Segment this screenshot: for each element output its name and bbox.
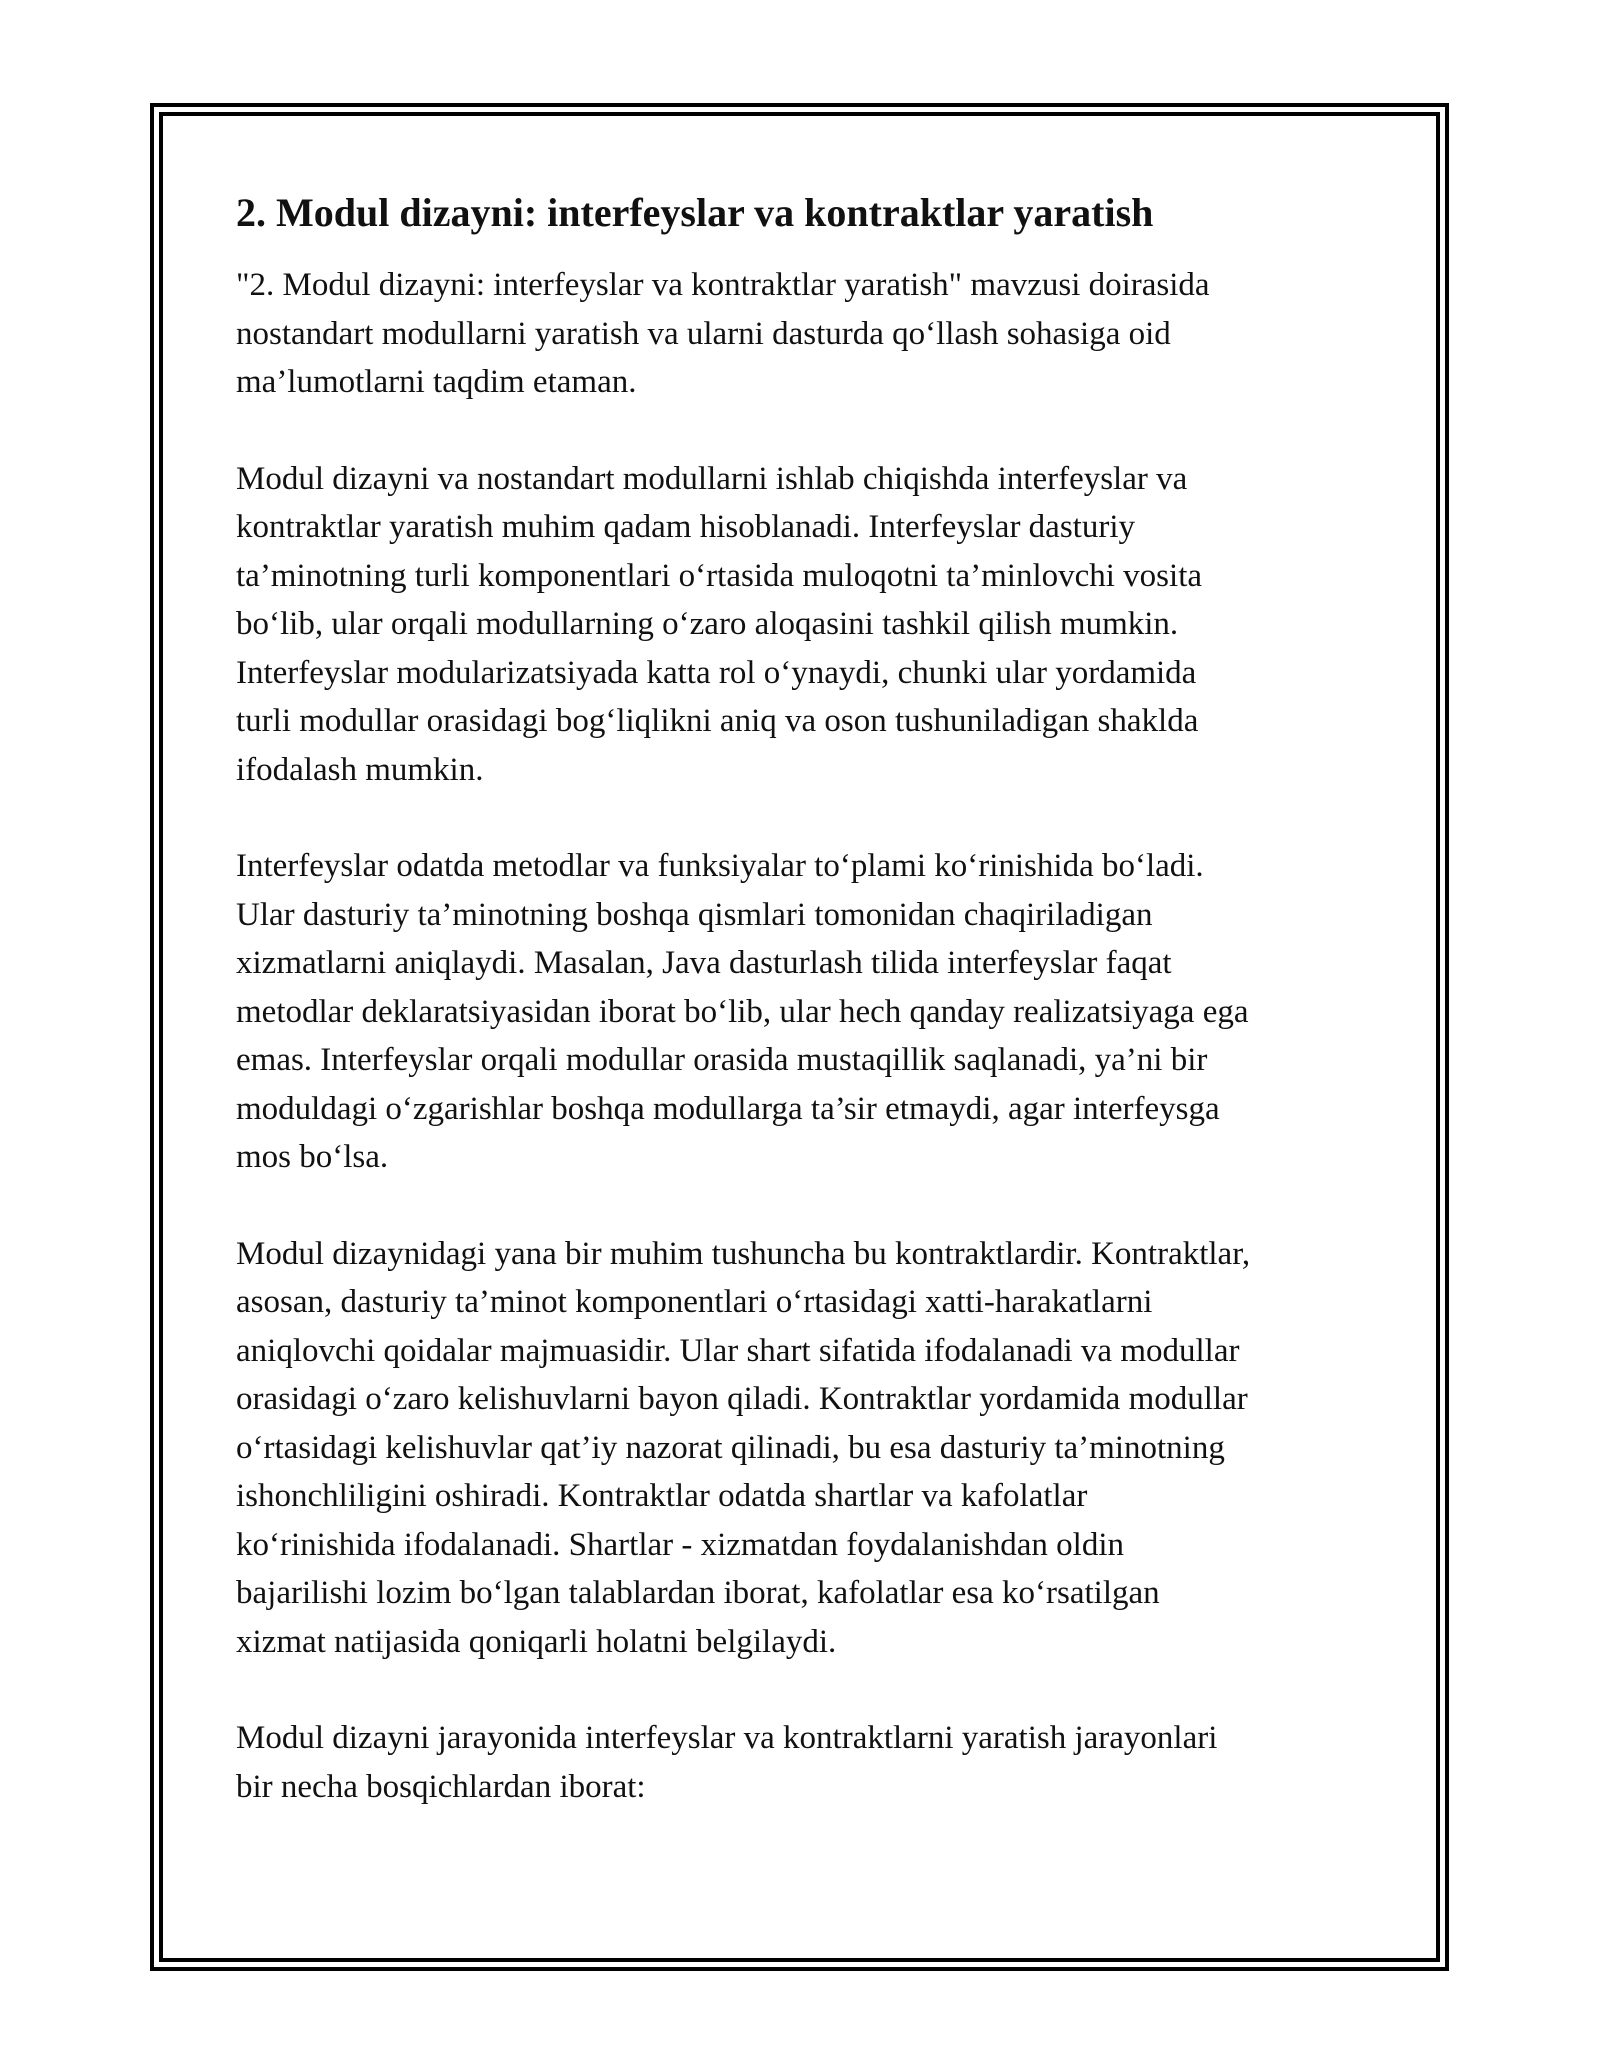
paragraph-line: Modul dizaynidagi yana bir muhim tushuncha bu kontraktlardir. Kontraktlar, (236, 1235, 1251, 1272)
paragraph-line: ko‘rinishida ifodalanadi. Shartlar - xizmatdan foydalanishdan oldin (236, 1526, 1125, 1563)
paragraph-interfaces-role (236, 455, 1386, 795)
paragraph-line: Interfeyslar odatda metodlar va funksiyalar to‘plami ko‘rinishida bo‘ladi. (236, 848, 1204, 884)
paragraph-line: kontraktlar yaratish muhim qadam hisoblanadi. Interfeyslar dasturiy (236, 509, 1135, 545)
paragraph-line: Modul dizayni va nostandart modullarni ishlab chiqishda interfeyslar va (236, 460, 1188, 497)
paragraph-line: Ular dasturiy ta’minotning boshqa qismlari tomonidan chaqiriladigan (236, 896, 1153, 933)
page-heading: 2. Modul dizayni: interfeyslar va kontraktlar yaratish (236, 190, 1154, 235)
paragraph-line: turli modullar orasidagi bog‘liqlikni aniq va oson tushuniladigan shaklda (236, 703, 1199, 739)
paragraph-line: metodlar deklaratsiyasidan iborat bo‘lib, ular hech qanday realizatsiyaga ega (236, 993, 1249, 1030)
paragraph-line: ifodalash mumkin. (236, 751, 484, 788)
paragraph-line: bajarilishi lozim bo‘lgan talablardan iborat, kafolatlar esa ko‘rsatilgan (236, 1575, 1160, 1611)
paragraph-line: ma’lumotlarni taqdim etaman. (236, 364, 637, 400)
paragraph-line: nostandart modullarni yaratish va ularni dasturda qo‘llash sohasiga oid (236, 315, 1171, 352)
paragraph-line: bir necha bosqichlardan iborat: (236, 1768, 646, 1805)
paragraph-line: xizmat natijasida qoniqarli holatni belgilaydi. (236, 1623, 837, 1660)
paragraph-contracts (236, 1230, 1386, 1667)
page-content (236, 185, 1386, 1859)
paragraph-intro (236, 261, 1386, 407)
paragraph-line: orasidagi o‘zaro kelishuvlarni bayon qiladi. Kontraktlar yordamida modullar (236, 1381, 1248, 1417)
paragraph-line: xizmatlarni aniqlaydi. Masalan, Java dasturlash tilida interfeyslar faqat (236, 945, 1172, 981)
paragraph-line: ishonchliligini oshiradi. Kontraktlar odatda shartlar va kafolatlar (236, 1478, 1088, 1514)
paragraph-line: aniqlovchi qoidalar majmuasidir. Ular shart sifatida ifodalanadi va modullar (236, 1332, 1240, 1369)
paragraph-line: emas. Interfeyslar orqali modullar orasida mustaqillik saqlanadi, ya’ni bir (236, 1042, 1208, 1078)
paragraph-line: ta’minotning turli komponentlari o‘rtasida muloqotni ta’minlovchi vosita (236, 557, 1203, 594)
paragraph-line: moduldagi o‘zgarishlar boshqa modullarga ta’sir etmaydi, agar interfeysga (236, 1090, 1220, 1127)
paragraph-line: Modul dizayni jarayonida interfeyslar va kontraktlarni yaratish jarayonlari (236, 1720, 1218, 1756)
paragraph-interfaces-methods (236, 842, 1386, 1182)
paragraph-stages-intro (236, 1714, 1386, 1811)
paragraph-line: "2. Modul dizayni: interfeyslar va kontraktlar yaratish" mavzusi doirasida (236, 267, 1210, 303)
paragraph-line: bo‘lib, ular orqali modullarning o‘zaro aloqasini tashkil qilish mumkin. (236, 606, 1179, 642)
paragraph-line: Interfeyslar modularizatsiyada katta rol o‘ynaydi, chunki ular yordamida (236, 654, 1197, 691)
paragraph-line: asosan, dasturiy ta’minot komponentlari o‘rtasidagi xatti-harakatlarni (236, 1284, 1153, 1320)
paragraph-line: o‘rtasidagi kelishuvlar qat’iy nazorat qilinadi, bu esa dasturiy ta’minotning (236, 1429, 1225, 1466)
paragraph-line: mos bo‘lsa. (236, 1139, 389, 1175)
